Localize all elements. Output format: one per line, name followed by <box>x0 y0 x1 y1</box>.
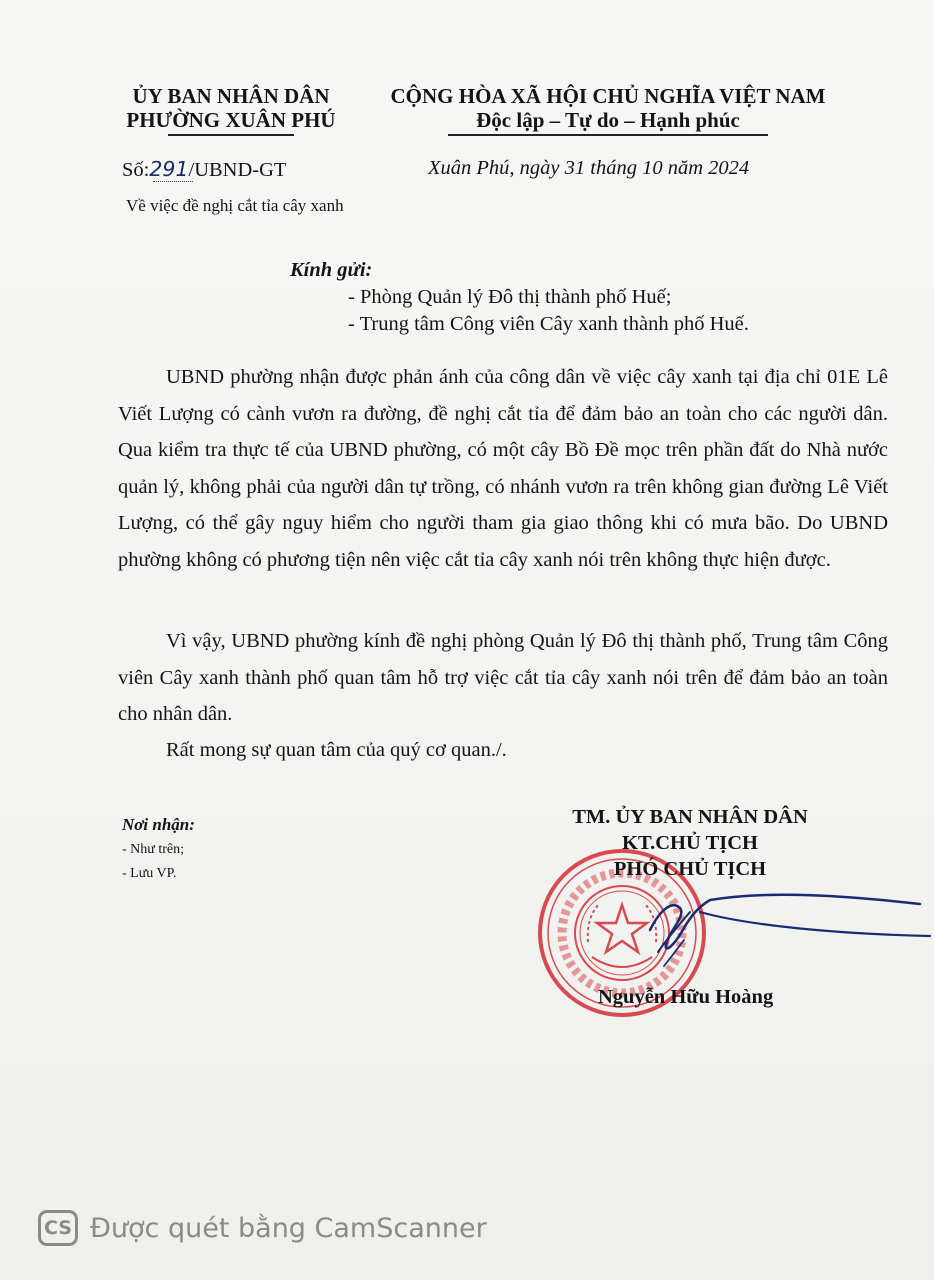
recipient-item: - Trung tâm Công viên Cây xanh thành phố Huế. <box>348 313 749 335</box>
nation-motto: Độc lập – Tự do – Hạnh phúc <box>476 108 740 132</box>
signer-name: Nguyễn Hữu Hoàng <box>598 986 774 1008</box>
handwritten-signature <box>600 870 934 990</box>
org-name-line2: PHƯỜNG XUÂN PHÚ <box>126 108 336 132</box>
doc-number-suffix: /UBND-GT <box>188 159 287 181</box>
org-name-line1: ỦY BAN NHÂN DÂN <box>132 84 330 108</box>
body-paragraph-2: Vì vậy, UBND phường kính đề nghị phòng Quản lý Đô thị thành phố, Trung tâm Công viên Cây xanh thành phố quan tâm hỗ trợ việc cắt tỉa cây xanh nói trên để đảm bảo an toàn cho nhân dân. <box>118 630 888 725</box>
body-paragraph-1: UBND phường nhận được phản ánh của công dân về việc cây xanh tại địa chỉ 01E Lê Viết Lượng có cành vươn ra đường, đề nghị cắt tỉa để đảm bảo an toàn cho các người dân. Qua kiểm tra thực tế của UBND phường, có một cây Bồ Đề mọc trên phần đất do Nhà nước quản lý, không phải của người dân tự trồng, có nhánh vươn ra trên không gian đường Lê Viết Lượng, có thể gây nguy hiểm cho người tham gia giao thông khi có mưa bão. Do UBND phường không có phương tiện nên việc cắt tỉa cây xanh nói trên không thực hiện được. <box>118 366 888 571</box>
doc-number-prefix: Số: <box>122 159 150 181</box>
receiver-item: - Lưu VP. <box>122 866 177 881</box>
date-place: Xuân Phú, ngày 31 tháng 10 năm 2024 <box>428 157 750 179</box>
doc-number-dotted-line <box>153 181 193 182</box>
nation-title: CỘNG HÒA XÃ HỘI CHỦ NGHĨA VIỆT NAM <box>390 84 826 108</box>
signature-title-line1: TM. ỦY BAN NHÂN DÂN <box>572 806 808 828</box>
receiver-item: - Như trên; <box>122 842 185 857</box>
recipient-item: - Phòng Quản lý Đô thị thành phố Huế; <box>348 286 672 308</box>
document-number <box>122 157 286 182</box>
receivers-label: Nơi nhận: <box>122 815 195 834</box>
signature-title-line3: PHÓ CHỦ TỊCH <box>613 858 767 880</box>
subject-line: Về việc đề nghị cắt tỉa cây xanh <box>126 196 344 215</box>
camscanner-watermark-text: Được quét bằng CamScanner <box>90 1212 487 1244</box>
camscanner-watermark <box>38 1206 487 1250</box>
body-paragraph-3: Rất mong sự quan tâm của quý cơ quan./. <box>166 739 507 761</box>
motto-underline <box>448 134 768 136</box>
org-underline <box>168 134 294 136</box>
doc-number-handwritten: 291 <box>149 157 189 181</box>
camscanner-logo-icon: CS <box>38 1210 78 1246</box>
signature-title-line2: KT.CHỦ TỊCH <box>622 832 758 854</box>
recipients-label: Kính gửi: <box>290 259 373 281</box>
